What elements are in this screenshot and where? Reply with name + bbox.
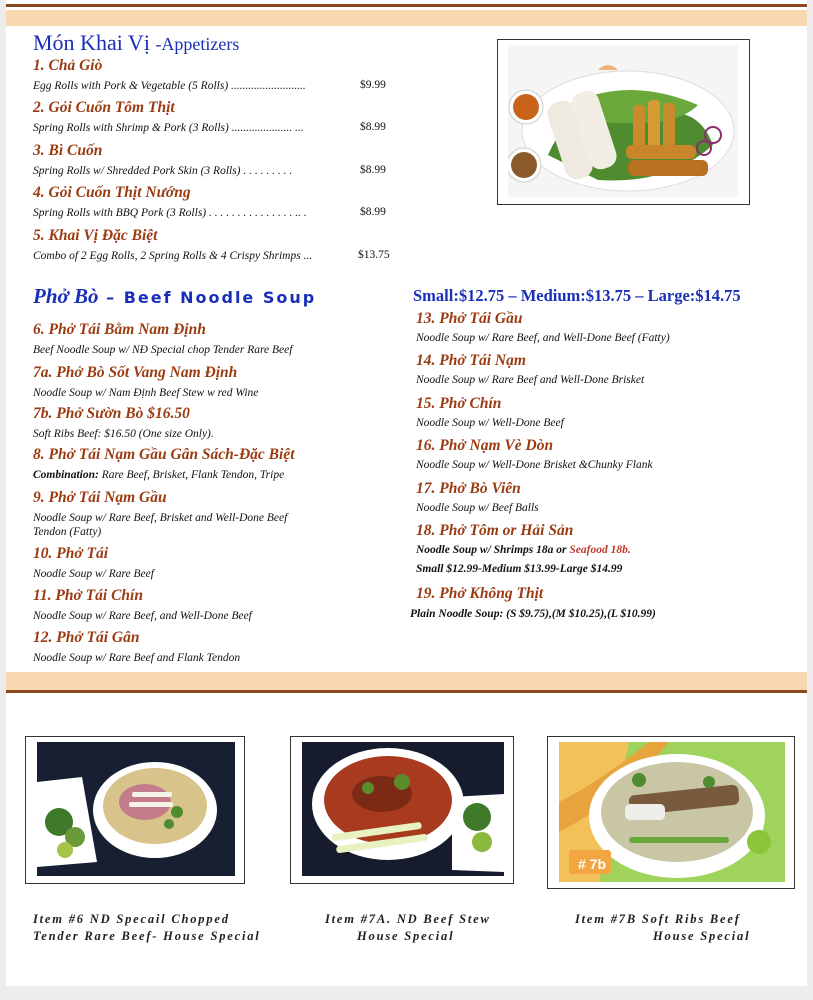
- pho-item-9-desc-line2: Tendon (Fatty): [33, 526, 102, 538]
- caption-item-7a: [325, 911, 491, 945]
- appetizer-platter-image: [508, 45, 738, 197]
- pho-item-18-sizes: Small $12.99-Medium $13.99-Large $14.99: [416, 563, 623, 575]
- pho-item-17-title: 17. Phở Bò Viên: [416, 480, 521, 497]
- pho-size-prices: Small:$12.75 – Medium:$13.75 – Large:$14.75: [413, 286, 741, 305]
- appetizers-heading: [33, 30, 239, 56]
- appetizer-1-title: 1. Chả Giò: [33, 57, 103, 74]
- appetizer-2-title: 2. Gỏi Cuốn Tôm Thịt: [33, 99, 175, 116]
- pho-item-7b-desc: Soft Ribs Beef: $16.50 (One size Only).: [33, 428, 214, 440]
- pho-item-10-desc: Noodle Soup w/ Rare Beef: [33, 568, 154, 580]
- pho-item-8-desc-label: Combination:: [33, 469, 99, 481]
- middle-band: [6, 672, 807, 690]
- caption-item-7a-line2: House Special: [357, 929, 455, 943]
- appetizer-4-price: $8.99: [360, 206, 386, 218]
- pho-item-16-desc: Noodle Soup w/ Well-Done Brisket &Chunky Flank: [416, 459, 653, 471]
- appetizer-photo-frame: [497, 39, 750, 205]
- item-7b-photo-frame: [547, 736, 795, 889]
- pho-item-19-desc: Plain Noodle Soup: (S $9.75),(M $10.25),(L $10.99): [410, 608, 656, 620]
- top-band-line: [6, 4, 807, 7]
- pho-item-16-title: 16. Phở Nạm Vè Dòn: [416, 437, 554, 454]
- pho-item-10-title: 10. Phở Tái: [33, 545, 109, 562]
- pho-item-11-title: 11. Phở Tái Chín: [33, 587, 143, 604]
- pho-item-9-desc: Noodle Soup w/ Rare Beef, Brisket and Well-Done Beef: [33, 512, 288, 524]
- pho-section-heading: [33, 284, 316, 309]
- pho-item-7a-title: 7a. Phở Bò Sốt Vang Nam Định: [33, 364, 238, 381]
- appetizer-5-title: 5. Khai Vị Đặc Biệt: [33, 227, 158, 244]
- pho-item-13-title: 13. Phở Tái Gầu: [416, 310, 523, 327]
- appetizer-4-desc: Spring Rolls with BBQ Pork (3 Rolls) . . . . . . . . . . . . . . . .. .: [33, 207, 307, 219]
- item-7a-pho-image: [302, 742, 504, 876]
- appetizers-heading-en: -Appetizers: [155, 34, 240, 54]
- pho-item-7b-title: 7b. Phở Sườn Bò $16.50: [33, 405, 190, 422]
- pho-item-15-desc: Noodle Soup w/ Well-Done Beef: [416, 417, 564, 429]
- caption-item-7b: [575, 911, 750, 945]
- pho-item-11-desc: Noodle Soup w/ Rare Beef, and Well-Done Beef: [33, 610, 252, 622]
- caption-item-6-line2: Tender Rare Beef- House Special: [33, 929, 261, 943]
- pho-item-6-desc: Beef Noodle Soup w/ NĐ Special chop Tender Rare Beef: [33, 344, 293, 356]
- caption-item-7b-line1: Item #7B Soft Ribs Beef: [575, 912, 741, 926]
- caption-item-7a-line1: Item #7A. ND Beef Stew: [325, 912, 491, 926]
- pho-item-17-desc: Noodle Soup w/ Beef Balls: [416, 502, 539, 514]
- appetizer-4-title: 4. Gỏi Cuốn Thịt Nướng: [33, 184, 191, 201]
- pho-item-13-desc: Noodle Soup w/ Rare Beef, and Well-Done Beef (Fatty): [416, 332, 670, 344]
- caption-item-6-line1: Item #6 ND Specail Chopped: [33, 912, 230, 926]
- middle-band-line: [6, 690, 807, 693]
- pho-item-18-seafood-label: Seafood 18b.: [569, 544, 631, 556]
- pho-item-8-desc-text: Rare Beef, Brisket, Flank Tendon, Tripe: [98, 469, 285, 481]
- pho-item-14-title: 14. Phở Tái Nạm: [416, 352, 526, 369]
- pho-item-6-title: 6. Phở Tái Bằm Nam Định: [33, 321, 206, 338]
- appetizer-3-title: 3. Bì Cuốn: [33, 142, 103, 159]
- appetizer-5-desc: Combo of 2 Egg Rolls, 2 Spring Rolls & 4 Crispy Shrimps ...: [33, 250, 313, 262]
- item-6-photo-frame: [25, 736, 245, 884]
- item-7b-badge: # 7b: [577, 856, 606, 872]
- appetizer-5-price: $13.75: [358, 249, 390, 261]
- pho-item-12-title: 12. Phở Tái Gân: [33, 629, 140, 646]
- pho-item-18-desc-text: Noodle Soup w/ Shrimps 18a or: [416, 544, 570, 556]
- appetizers-heading-vn: Món Khai Vị: [33, 30, 156, 55]
- pho-item-18-desc: [416, 544, 631, 556]
- pho-item-14-desc: Noodle Soup w/ Rare Beef and Well-Done Brisket: [416, 374, 645, 386]
- appetizer-1-desc: Egg Rolls with Pork & Vegetable (5 Rolls) ..........................: [33, 80, 306, 92]
- appetizer-1-price: $9.99: [360, 79, 386, 91]
- appetizer-3-price: $8.99: [360, 164, 386, 176]
- appetizer-3-desc: Spring Rolls w/ Shredded Pork Skin (3 Rolls) . . . . . . . . .: [33, 165, 293, 177]
- pho-item-7a-desc: Noodle Soup w/ Nam Định Beef Stew w red Wine: [33, 387, 259, 399]
- item-6-pho-image: [37, 742, 235, 876]
- item-7a-photo-frame: [290, 736, 514, 884]
- top-band: [6, 10, 807, 26]
- pho-item-8-desc: [33, 469, 284, 481]
- pho-item-8-title: 8. Phở Tái Nạm Gầu Gân Sách-Đặc Biệt: [33, 446, 295, 463]
- pho-item-19-title: 19. Phở Không Thịt: [416, 585, 544, 602]
- caption-item-7b-line2: House Special: [653, 929, 751, 943]
- pho-item-12-desc: Noodle Soup w/ Rare Beef and Flank Tendon: [33, 652, 241, 664]
- pho-item-18-title: 18. Phở Tôm or Hải Sản: [416, 522, 574, 539]
- caption-item-6: [33, 911, 261, 945]
- pho-heading-vn: Phở Bò: [33, 284, 99, 308]
- appetizer-2-price: $8.99: [360, 121, 386, 133]
- pho-heading-en: – Beef Noodle Soup: [98, 288, 317, 307]
- appetizer-2-desc: Spring Rolls with Shrimp & Pork (3 Rolls) ..................... ...: [33, 122, 304, 134]
- pho-item-15-title: 15. Phở Chín: [416, 395, 502, 412]
- pho-item-9-title: 9. Phở Tái Nạm Gầu: [33, 489, 167, 506]
